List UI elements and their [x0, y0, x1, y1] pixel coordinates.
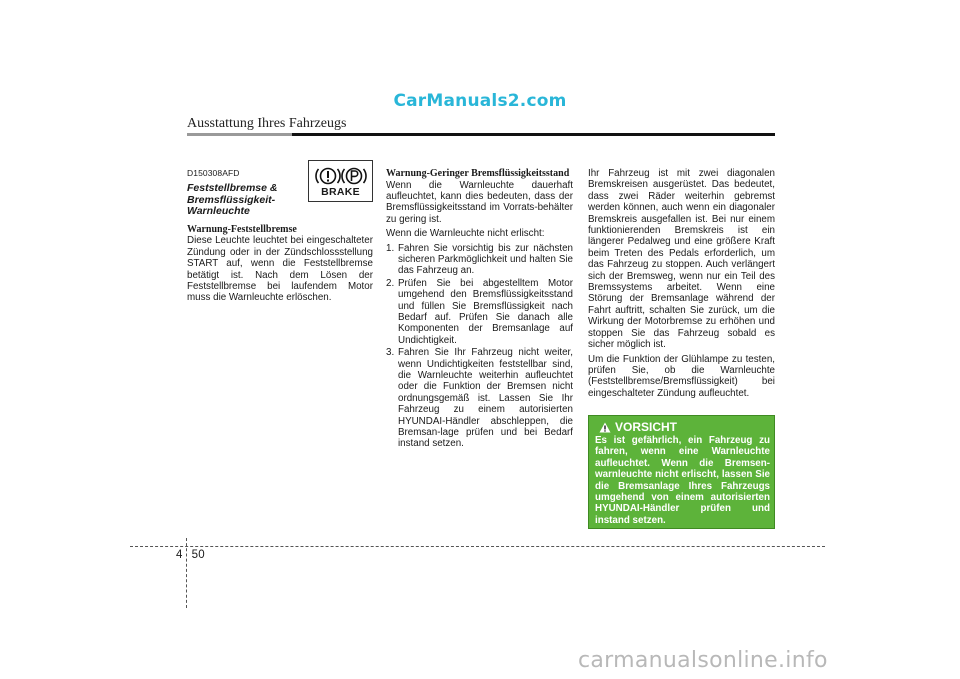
- caution-title: VORSICHT: [615, 420, 678, 434]
- brake-label: BRAKE: [321, 186, 360, 198]
- column-3: [588, 168, 775, 402]
- brake-warning-symbol: [308, 160, 373, 202]
- chapter-number: 4: [176, 549, 183, 561]
- header-rule-grey: [187, 133, 292, 136]
- warning-triangle-icon: [599, 422, 611, 433]
- parking-brake-text: Diese Leuchte leuchtet bei eingeschalteter Zündung oder in der Zündschlossstellung START auf, wenn die Feststellbremse betätigt ist. Nach dem Lösen der Feststellbremse bei laufendem Motor muss die Warnleuchte erlöschen.: [187, 235, 373, 304]
- section-code: D150308AFD: [187, 168, 240, 178]
- footer-divider: [130, 546, 825, 547]
- list-item: 1. Fahren Sie vorsichtig bis zur nächsten sicheren Parkmöglichkeit und halten Sie das Fahrzeug an.: [386, 242, 573, 277]
- watermark-bottom: carmanualsonline.info: [578, 648, 828, 673]
- brake-fluid-text-2: Wenn die Warnleuchte nicht erlischt:: [386, 228, 545, 240]
- watermark-top: CarManuals2.com: [393, 91, 567, 111]
- dual-circuit-text: Ihr Fahrzeug ist mit zwei diagonalen Bremskreisen ausgerüstet. Das bedeutet, dass zwei Räder weiterhin gebremst werden können, auch wenn ein diagonaler Bremskreis ausgefallen ist. Bei nur einem funktionierenden Bremskreis ist ein längerer Pedalweg und eine größere Kraft beim Treten des Pedals erforderlich, um das Fahrzeug zu stoppen. Auch verlängert sich der Bremsweg, wenn nur ein Teil des Bremssystems arbeitet. Wenn eine Störung der Bremsanlage während der Fahrt auftritt, schalten Sie zurück, um die Wirkung der Motorbremse zu erhöhen und stoppen Sie das Fahrzeug sobald es sicher möglich ist.: [588, 168, 775, 351]
- page-number: [176, 549, 205, 561]
- brake-warning-icon: [315, 165, 367, 187]
- caution-text: Es ist gefährlich, ein Fahrzeug zu fahren, wenn eine Warnleuchte aufleuchtet. Wenn die Bremsen-warnleuchte nicht erlischt, lassen Sie die Bremsanlage Ihres Fahrzeugs umgehend von einem autorisierten HYUNDAI-Händler prüfen und instand setzen.: [595, 435, 770, 526]
- brake-fluid-steps: [386, 243, 573, 450]
- section-title: Ausstattung Ihres Fahrzeugs: [187, 116, 347, 131]
- brake-fluid-text-1: Wenn die Warnleuchte dauerhaft aufleuchtet, kann dies bedeuten, dass der Bremsflüssigkeitsstand im Vorrats-behälter zu gering ist.: [386, 179, 573, 225]
- page-index: 50: [191, 549, 205, 561]
- caution-box: [588, 415, 775, 529]
- subheading-parking-brake: Warnung-Feststellbremse: [187, 223, 297, 235]
- list-item: 3. Fahren Sie Ihr Fahrzeug nicht weiter, wenn Undichtigkeiten feststellbar sind, die Warnleuchte weiterhin aufleuchtet oder die Funktion der Bremsen nicht ordnungsgemäß ist. Lassen Sie Ihr Fahrzeug zu einem autorisierten HYUNDAI-Händler abschleppen, die Bremsan-lage prüfen und bei Bedarf instand setzen.: [386, 347, 573, 450]
- subheading-brake-fluid: Warnung-Geringer Bremsflüssigkeitsstand: [386, 168, 570, 179]
- column-2: [386, 168, 573, 451]
- caution-header: [599, 420, 677, 434]
- list-item: 2. Prüfen Sie bei abgestelltem Motor umgehend den Bremsflüssigkeitsstand und füllen Sie Bremsflüssigkeit nach Bedarf auf. Prüfen Sie danach alle Komponenten der Bremsanlage auf Undichtigkeit.: [386, 277, 573, 346]
- section-heading: Feststellbremse & Bremsflüssigkeit-Warnleuchte: [187, 182, 278, 218]
- bulb-test-text: Um die Funktion der Glühlampe zu testen, prüfen Sie, ob die Warnleuchte (Feststellbremse/Bremsflüssigkeit) bei eingeschalteter Zündung aufleuchtet.: [588, 353, 775, 399]
- header-rule-black: [292, 133, 775, 136]
